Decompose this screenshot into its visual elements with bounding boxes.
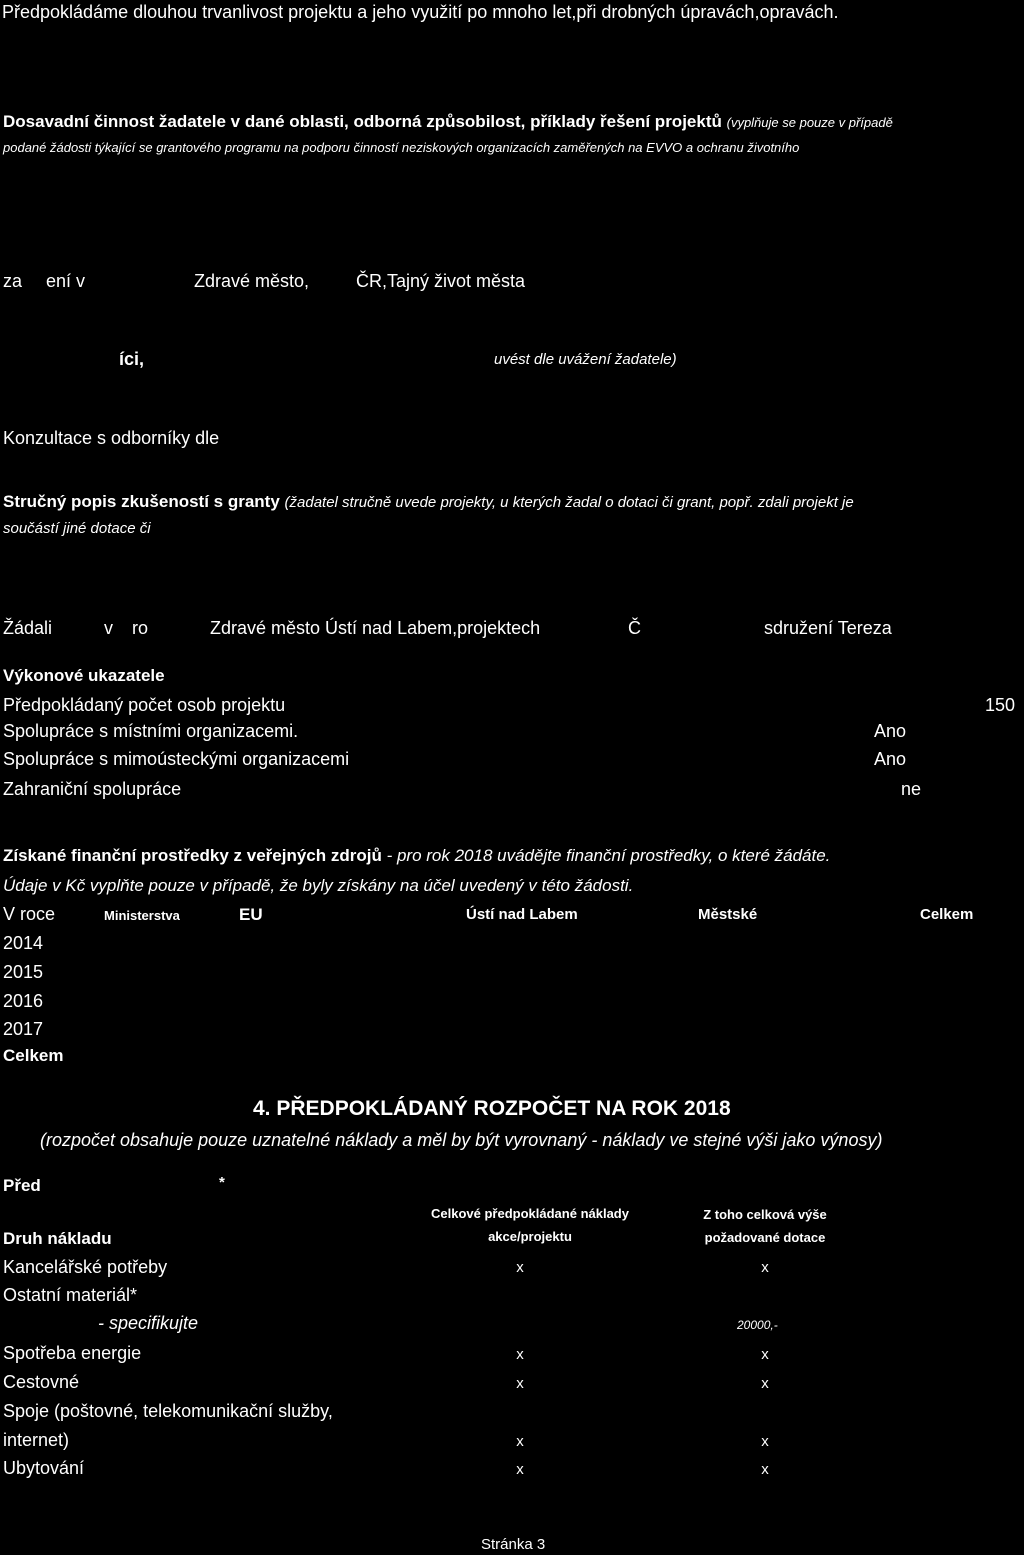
- budget-row-total-0: x: [516, 1259, 524, 1276]
- budget-row-label-0: Kancelářské potřeby: [3, 1257, 168, 1277]
- grants-heading: [3, 492, 854, 512]
- grants-frag-4: Zdravé město Ústí nad Labem,projektech: [210, 618, 541, 638]
- budget-row-label-6: internet): [3, 1430, 70, 1450]
- grants-title: Stručný popis zkušeností s granty: [3, 492, 280, 511]
- funds-note-1: - pro rok 2018 uvádějte finanční prostředky, o které žádáte.: [386, 846, 831, 865]
- budget-col1-line1: Celkové předpokládané náklady: [431, 1206, 629, 1221]
- budget-subtitle: (rozpočet obsahuje pouze uznatelné náklady a měl by být vyrovnaný - náklady ve stejné výši jako výnosy): [40, 1130, 883, 1150]
- activity-frag-1: za: [3, 271, 23, 291]
- funds-header-mestske: Městské: [698, 906, 758, 923]
- budget-druh-label: Druh nákladu: [3, 1229, 112, 1248]
- budget-row-dotace-4: x: [761, 1375, 769, 1392]
- indicator-value-1: Ano: [874, 721, 907, 741]
- budget-col2-line1: Z toho celková výše: [703, 1207, 827, 1222]
- grants-frag-2: v: [104, 618, 113, 638]
- budget-row-label-1: Ostatní materiál*: [3, 1285, 138, 1305]
- grants-frag-1: Žádali: [3, 618, 53, 638]
- budget-row-total-7: x: [516, 1461, 524, 1478]
- budget-row-dotace-2: 20000,-: [737, 1318, 778, 1332]
- indicator-label-3: Zahraniční spolupráce: [3, 779, 182, 799]
- indicator-label-0: Předpokládaný počet osob projektu: [3, 695, 286, 715]
- budget-row-label-7: Ubytování: [3, 1458, 85, 1478]
- funds-title: Získané finanční prostředky z veřejných zdrojů: [3, 846, 382, 865]
- grants-frag-6: sdružení Tereza: [764, 618, 892, 638]
- funds-header-ministerstva: Ministerstva: [104, 908, 180, 923]
- budget-row-label-2: - specifikujte: [98, 1313, 199, 1333]
- indicator-value-3: ne: [901, 779, 922, 799]
- activity-title: Dosavadní činnost žadatele v dané oblasti, odborná způsobilost, příklady řešení projektů: [3, 112, 722, 131]
- budget-row-dotace-7: x: [761, 1461, 769, 1478]
- budget-row-label-3: Spotřeba energie: [3, 1343, 142, 1363]
- budget-row-total-4: x: [516, 1375, 524, 1392]
- funds-total-label: Celkem: [3, 1046, 64, 1065]
- activity-frag-5: íci,: [119, 349, 145, 369]
- budget-row-dotace-0: x: [761, 1259, 769, 1276]
- activity-frag-3: Zdravé město,: [194, 271, 310, 291]
- funds-year-2017: 2017: [3, 1019, 44, 1039]
- indicator-value-0: 150: [985, 695, 1016, 715]
- activity-note-2: podané žádosti týkající se grantového programu na podporu činností neziskových organizacích zaměřených na EVVO a ochranu životního: [3, 140, 800, 155]
- grants-note-1: (žadatel stručně uvede projekty, u kterých žadal o dotaci či grant, popř. zdali projekt je: [284, 494, 854, 511]
- indicator-label-1: Spolupráce s místními organizacemi.: [3, 721, 299, 741]
- activity-frag-4: ČR,Tajný život města: [356, 271, 526, 291]
- budget-row-total-6: x: [516, 1433, 524, 1450]
- activity-frag-7: Konzultace s odborníky dle: [3, 428, 220, 448]
- funds-heading: [3, 846, 830, 866]
- budget-col2-line2: požadované dotace: [704, 1230, 826, 1245]
- activity-frag-6: uvést dle uvážení žadatele): [494, 351, 677, 368]
- funds-header-year: V roce: [3, 904, 56, 924]
- budget-row-dotace-3: x: [761, 1346, 769, 1363]
- funds-header-celkem: Celkem: [920, 906, 974, 923]
- budget-row-total-3: x: [516, 1346, 524, 1363]
- funds-year-2014: 2014: [3, 933, 44, 953]
- activity-frag-2: ení v: [46, 271, 86, 291]
- activity-note-1: (vyplňuje se pouze v případě: [726, 115, 893, 130]
- budget-row-label-5: Spoje (poštovné, telekomunikační služby,: [3, 1401, 333, 1421]
- funds-header-usti: Ústí nad Labem: [466, 906, 578, 923]
- budget-row-label-4: Cestovné: [3, 1372, 80, 1392]
- funds-year-2015: 2015: [3, 962, 44, 982]
- intro-line: Předpokládáme dlouhou trvanlivost projektu a jeho využití po mnoho let,při drobných úpravách,opravách.: [2, 2, 839, 22]
- activity-heading: [3, 112, 893, 132]
- indicators-title: Výkonové ukazatele: [3, 666, 165, 685]
- budget-row-dotace-6: x: [761, 1433, 769, 1450]
- grants-frag-3: ro: [132, 618, 149, 638]
- funds-note-2: Údaje v Kč vyplňte pouze v případě, že byly získány na účel uvedený v této žádosti.: [3, 876, 634, 895]
- budget-asterisk: *: [219, 1174, 225, 1191]
- indicator-label-2: Spolupráce s mimoústeckými organizacemi: [3, 749, 350, 769]
- page-number: Stránka 3: [481, 1536, 546, 1553]
- grants-frag-5: Č: [628, 618, 641, 638]
- funds-year-2016: 2016: [3, 991, 44, 1011]
- budget-title: 4. PŘEDPOKLÁDANÝ ROZPOČET NA ROK 2018: [253, 1097, 731, 1120]
- indicator-value-2: Ano: [874, 749, 907, 769]
- budget-pred-label: Před: [3, 1176, 41, 1195]
- grants-note-2: součástí jiné dotace či: [3, 520, 151, 537]
- funds-header-eu: EU: [239, 905, 263, 924]
- budget-col1-line2: akce/projektu: [488, 1229, 572, 1244]
